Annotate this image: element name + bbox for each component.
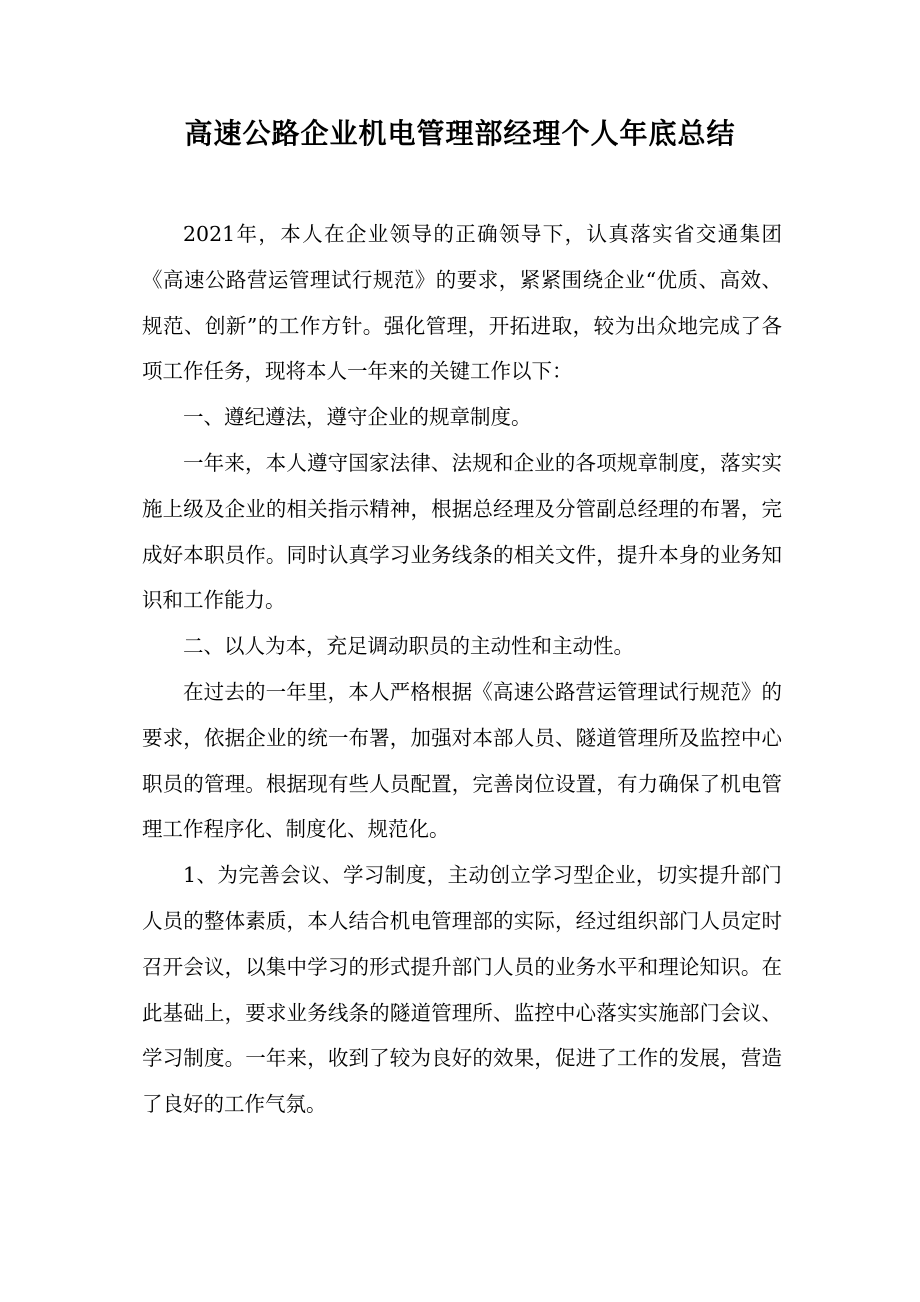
paragraph-section-2: 在过去的一年里，本人严格根据《高速公路营运管理试行规范》的要求，依据企业的统一布署，加强对本部人员、隧道管理所及监控中心职员的管理。根据现有些人员配置，完善岗位设置，有力确保了机电管理工作程序化、制度化、规范化。 (142, 679, 782, 842)
paragraph-intro: 2021年，本人在企业领导的正确领导下，认真落实省交通集团《高速公路营运管理试行规范》的要求，紧紧围绕企业“优质、高效、规范、创新”的工作方针。强化管理，开拓进取，较为出众地完成了各项工作任务，现将本人一年来的关键工作以下： (142, 222, 782, 384)
document-body (142, 212, 782, 1128)
document-title: 高速公路企业机电管理部经理个人年底总结 (184, 117, 736, 150)
section-heading-2: 二、以人为本，充足调动职员的主动性和主动性。 (183, 634, 634, 659)
paragraph-item-1: 1、为完善会议、学习制度，主动创立学习型企业，切实提升部门人员的整体素质，本人结合机电管理部的实际，经过组织部门人员定时召开会议，以集中学习的形式提升部门人员的业务水平和理论知识。在此基础上，要求业务线条的隧道管理所、监控中心落实实施部门会议、学习制度。一年来，收到了较为良好的效果，促进了工作的发展，营造了良好的工作气氛。 (142, 863, 782, 1117)
paragraph-section-1: 一年来，本人遵守国家法律、法规和企业的各项规章制度，落实实施上级及企业的相关指示精神，根据总经理及分管副总经理的布署，完成好本职员作。同时认真学习业务线条的相关文件，提升本身的业务知识和工作能力。 (142, 450, 782, 613)
section-heading-1: 一、遵纪遵法，遵守企业的规章制度。 (183, 405, 532, 430)
